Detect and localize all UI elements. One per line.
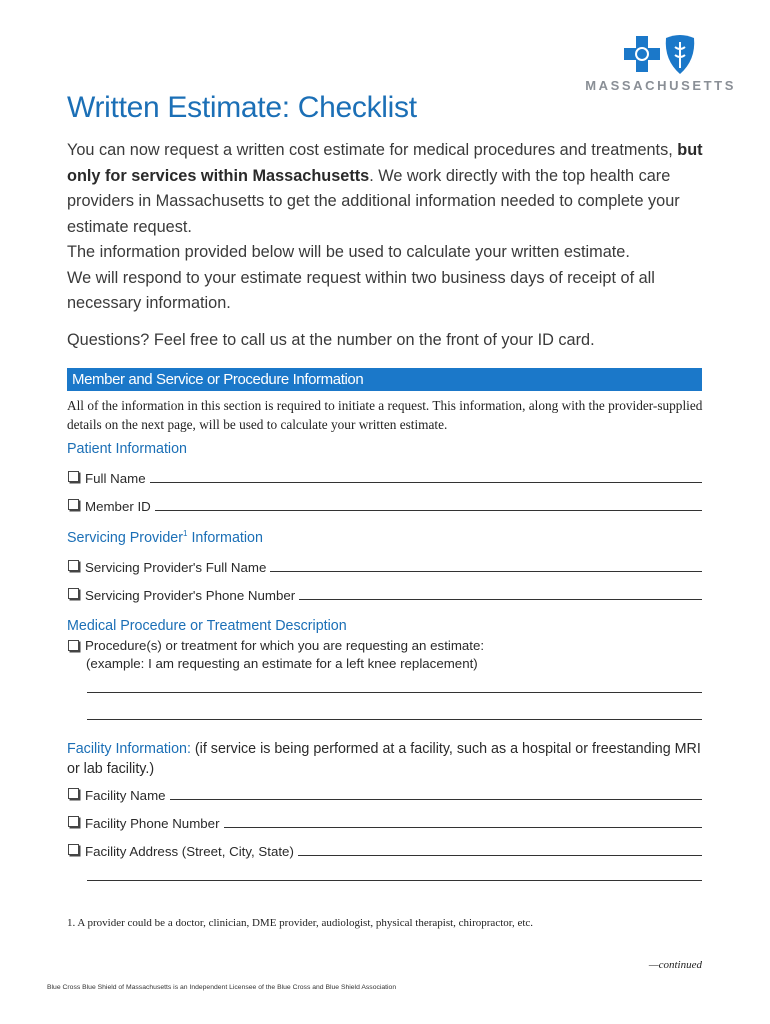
facility-phone-field[interactable] bbox=[67, 813, 702, 831]
facility-name-line[interactable] bbox=[170, 799, 702, 800]
page-title: Written Estimate: Checklist bbox=[67, 91, 417, 124]
facility-desc: (if service is being performed at a facility, such as a hospital or freestanding MRI or lab facility.) bbox=[67, 741, 701, 777]
checkbox[interactable] bbox=[68, 560, 79, 571]
section-note: All of the information in this section is required to initiate a request. This information, along with the provider-supplied details on the next page, will be used to calculate your written estimate. bbox=[67, 398, 703, 432]
patient-heading: Patient Information bbox=[67, 441, 188, 457]
procedure-line-1[interactable] bbox=[87, 692, 702, 693]
provider-name-line[interactable] bbox=[270, 571, 702, 572]
member-id-line[interactable] bbox=[155, 510, 702, 511]
continued-label: —continued bbox=[648, 959, 702, 971]
facility-address-field[interactable] bbox=[67, 841, 702, 859]
checkbox[interactable] bbox=[68, 471, 79, 482]
procedure-label: Procedure(s) or treatment for which you are requesting an estimate: bbox=[85, 638, 485, 653]
provider-phone-label: Servicing Provider's Phone Number bbox=[85, 588, 296, 603]
provider-heading bbox=[67, 529, 263, 546]
provider-name-field[interactable] bbox=[67, 557, 702, 575]
disclaimer: Blue Cross Blue Shield of Massachusetts is an Independent Licensee of the Blue Cross and Blue Shield Association bbox=[47, 984, 397, 991]
facility-name-field[interactable] bbox=[67, 785, 702, 803]
provider-name-label: Servicing Provider's Full Name bbox=[85, 560, 267, 575]
provider-heading-text: Servicing Provider bbox=[67, 529, 184, 546]
procedure-item bbox=[67, 637, 484, 673]
facility-address-label: Facility Address (Street, City, State) bbox=[85, 844, 294, 859]
intro-para-2: The information provided below will be used to calculate your written estimate. bbox=[67, 243, 630, 261]
checkbox[interactable] bbox=[68, 844, 79, 855]
provider-footnote-mark: 1 bbox=[183, 529, 188, 538]
checkbox[interactable] bbox=[68, 788, 79, 799]
intro-text bbox=[67, 138, 717, 317]
intro-para-3: We will respond to your estimate request within two business days of receipt of all necessary information. bbox=[67, 268, 655, 312]
checkbox[interactable] bbox=[68, 816, 79, 827]
intro-line-2: . We work directly with the top health care providers in Massachusetts to get the additional information needed to complete your estimate request. bbox=[67, 166, 680, 236]
intro-line-1: You can now request a written cost estimate for medical procedures and treatments, bbox=[67, 141, 673, 159]
checkbox[interactable] bbox=[68, 640, 79, 651]
facility-heading: Facility Information: bbox=[67, 741, 191, 757]
full-name-field[interactable] bbox=[67, 468, 702, 486]
provider-phone-field[interactable] bbox=[67, 585, 702, 603]
section-header: Member and Service or Procedure Information bbox=[67, 368, 702, 391]
checkbox[interactable] bbox=[68, 588, 79, 599]
full-name-line[interactable] bbox=[150, 482, 702, 483]
bcbs-logo-icon bbox=[620, 30, 700, 78]
footnote: 1. A provider could be a doctor, clinician, DME provider, audiologist, physical therapist, chiropractor, etc. bbox=[67, 917, 534, 929]
provider-heading-tail: Information bbox=[187, 529, 263, 546]
facility-phone-label: Facility Phone Number bbox=[85, 816, 220, 831]
questions-text: Questions? Feel free to call us at the number on the front of your ID card. bbox=[67, 331, 595, 349]
member-id-label: Member ID bbox=[85, 499, 151, 514]
facility-name-label: Facility Name bbox=[85, 788, 166, 803]
facility-address-line-2[interactable] bbox=[87, 880, 702, 881]
facility-intro bbox=[67, 739, 717, 779]
brand-region: MASSACHUSETTS bbox=[585, 78, 736, 93]
facility-phone-line[interactable] bbox=[224, 827, 702, 828]
intro-bold: but only for services within Massachusetts bbox=[67, 141, 703, 185]
facility-address-line[interactable] bbox=[298, 855, 702, 856]
procedure-example: (example: I am requesting an estimate for a left knee replacement) bbox=[86, 656, 478, 671]
provider-phone-line[interactable] bbox=[299, 599, 702, 600]
procedure-line-2[interactable] bbox=[87, 719, 702, 720]
procedure-heading: Medical Procedure or Treatment Description bbox=[67, 618, 347, 634]
member-id-field[interactable] bbox=[67, 496, 702, 514]
checkbox[interactable] bbox=[68, 499, 79, 510]
full-name-label: Full Name bbox=[85, 471, 146, 486]
